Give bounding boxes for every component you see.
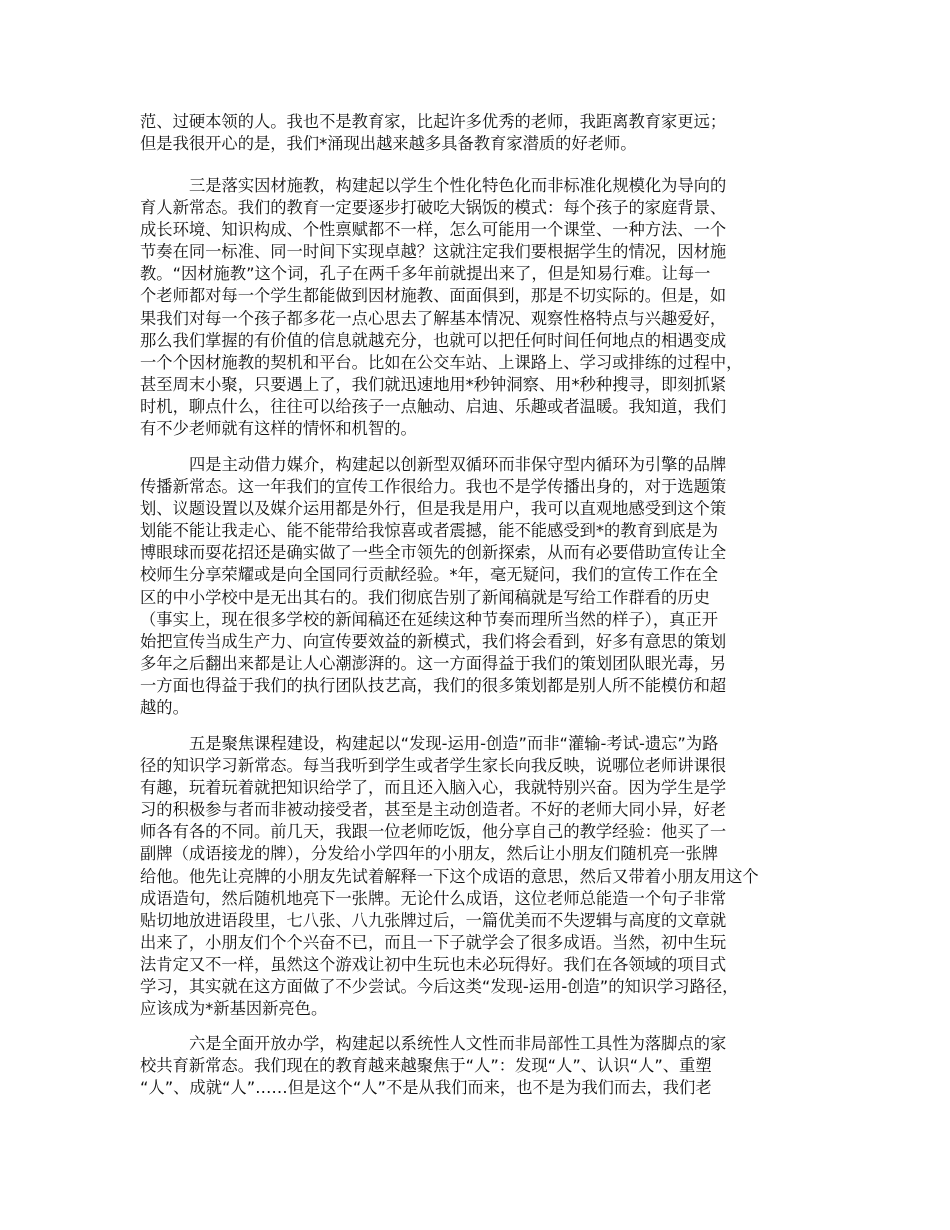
text-line: 给他。他先让亮牌的小朋友先试着解释一下这个成语的意思，然后又带着小朋友用这个 <box>140 866 759 886</box>
text-line: 成语造句，然后随机地亮下一张牌。无论什么成语，这位老师总能造一个句子非常 <box>140 888 727 908</box>
text-line: 传播新常态。这一年我们的宣传工作很给力。我也不是学传播出身的，对于选题策 <box>140 477 727 497</box>
text-line: 育人新常态。我们的教育一定要逐步打破吃大锅饭的模式：每个孩子的家庭背景、 <box>140 198 727 218</box>
paragraph-4 <box>140 733 840 1020</box>
text-line: 个老师都对每一个学生都能做到因材施教、面面俱到，那是不切实际的。但是，如 <box>140 286 727 306</box>
text-line: 成长环境、知识构成、个性禀赋都不一样，怎么可能用一个课堂、一种方法、一个 <box>140 220 727 240</box>
text-line: 一方面也得益于我们的执行团队技艺高，我们的很多策划都是别人所不能模仿和超 <box>140 675 727 695</box>
text-line: 教。“因材施教”这个词，孔子在两千多年前就提出来了，但是知易行难。让每一 <box>140 264 711 284</box>
text-line: 果我们对每一个孩子都多花一点心思去了解基本情况、观察性格特点与兴趣爱好， <box>140 308 727 328</box>
text-line: 六是全面开放办学，构建起以系统性人文性而非局部性工具性为落脚点的家 <box>189 1034 727 1053</box>
text-line: 副牌（成语接龙的牌），分发给小学四年的小朋友，然后让小朋友们随机亮一张牌 <box>140 844 718 864</box>
text-line: 越的。 <box>140 698 189 718</box>
text-line: 贴切地放进语段里，七八张、八九张牌过后，一篇优美而不失逻辑与高度的文章就 <box>140 910 727 930</box>
paragraph-5 <box>140 1033 840 1099</box>
text-line: 法肯定又不一样，虽然这个游戏让初中生玩也未必玩得好。我们在各领域的项目式 <box>140 954 727 974</box>
text-line: 习的积极参与者而非被动接受者，甚至是主动创造者。不好的老师大同小异，好老 <box>140 800 727 820</box>
text-line: 多年之后翻出来都是让人心潮澎湃的。这一方面得益于我们的策划团队眼光毒，另 <box>140 653 727 673</box>
text-line: 径的知识学习新常态。每当我听到学生或者学生家长向我反映，说哪位老师讲课很 <box>140 756 727 776</box>
paragraph-3 <box>140 454 840 719</box>
text-line: 学习，其实就在这方面做了不少尝试。今后这类“发现-运用-创造”的知识学习路径， <box>140 977 739 997</box>
text-line: 那么我们掌握的有价值的信息就越充分，也就可以把任何时间任何地点的相遇变成 <box>140 330 727 350</box>
text-line: 校师生分享荣耀或是向全国同行贡献经验。*年，毫无疑问，我们的宣传工作在全 <box>140 565 718 585</box>
text-line: “人”、成就“人”……但是这个“人”不是从我们而来，也不是为我们而去，我们老 <box>140 1078 712 1098</box>
text-line: 节奏在同一标准、同一时间下实现卓越？这就注定我们要根据学生的情况，因材施 <box>140 242 727 262</box>
text-line: 甚至周末小聚，只要遇上了，我们就迅速地用*秒钟洞察、用*秒种搜寻，即刻抓紧 <box>140 374 727 394</box>
text-line: 时机，聊点什么，往往可以给孩子一点触动、启迪、乐趣或者温暖。我知道，我们 <box>140 396 727 416</box>
text-line: 区的中小学校中是无出其右的。我们彻底告别了新闻稿就是写给工作群看的历史 <box>140 587 710 607</box>
text-line: 一个个因材施教的契机和平台。比如在公交车站、上课路上、学习或排练的过程中， <box>140 352 743 372</box>
text-line: 有不少老师就有这样的情怀和机智的。 <box>140 419 417 439</box>
text-line: 博眼球而耍花招还是确实做了一些全市领先的创新探索，从而有必要借助宣传让全 <box>140 543 727 563</box>
text-line: 应该成为*新基因新亮色。 <box>140 999 328 1019</box>
text-line: 但是我很开心的是，我们*涌现出越来越多具备教育家潜质的好老师。 <box>140 134 637 154</box>
text-line: 三是落实因材施教，构建起以学生个性化特色化而非标准化规模化为导向的 <box>189 176 727 195</box>
text-line: 出来了，小朋友们个个兴奋不已，而且一下子就学会了很多成语。当然，初中生玩 <box>140 932 727 952</box>
text-line: 校共育新常态。我们现在的教育越来越聚焦于“人”：发现“人”、认识“人”、重塑 <box>140 1056 712 1076</box>
paragraph-1 <box>140 111 840 155</box>
text-line: 师各有各的不同。前几天，我跟一位老师吃饭，他分享自己的教学经验：他买了一 <box>140 822 727 842</box>
text-line: 四是主动借力媒介，构建起以创新型双循环而非保守型内循环为引擎的品牌 <box>189 455 727 474</box>
text-line: （事实上，现在很多学校的新闻稿还在延续这种节奏而理所当然的样子），真正开 <box>140 609 718 629</box>
text-line: 划、议题设置以及媒介运用都是外行，但是我是用户，我可以直观地感受到这个策 <box>140 499 727 519</box>
text-line: 始把宣传当成生产力、向宣传要效益的新模式，我们将会看到，好多有意思的策划 <box>140 631 727 651</box>
text-line: 划能不能让我走心、能不能带给我惊喜或者震撼，能不能感受到*的教育到底是为 <box>140 521 718 541</box>
text-line: 有趣，玩着玩着就把知识给学了，而且还入脑入心，我就特别兴奋。因为学生是学 <box>140 778 727 798</box>
paragraph-2 <box>140 175 840 440</box>
text-line: 五是聚焦课程建设，构建起以“发现-运用-创造”而非“灌输-考试-遗忘”为路 <box>189 734 719 753</box>
text-line: 范、过硬本领的人。我也不是教育家，比起许多优秀的老师，我距离教育家更远； <box>140 112 727 131</box>
